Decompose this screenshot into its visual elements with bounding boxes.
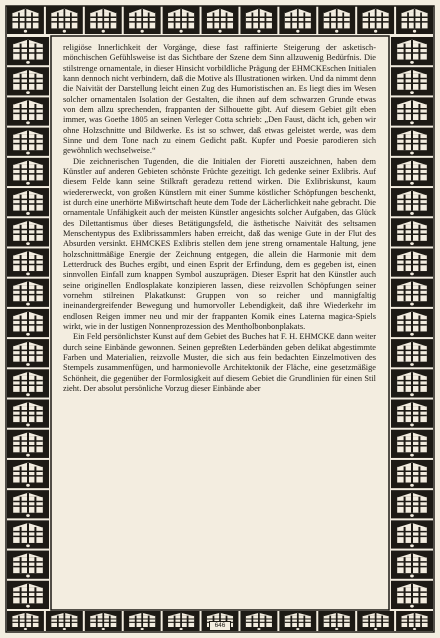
border-ornament-icon [391, 97, 433, 125]
border-ornament-icon [279, 6, 316, 34]
border-ornament-icon [391, 430, 433, 458]
border-ornament-icon [85, 611, 122, 631]
border-ornament-icon [7, 400, 49, 428]
border-ornament-icon [7, 309, 49, 337]
border-ornament-icon [163, 611, 200, 631]
border-ornament-icon [7, 581, 49, 609]
border-ornament-icon [391, 248, 433, 276]
border-ornament-icon [391, 400, 433, 428]
border-ornament-icon [391, 339, 433, 367]
border-ornament-icon [240, 611, 277, 631]
border-ornament-icon [240, 6, 277, 34]
border-ornament-icon [7, 430, 49, 458]
border-ornament-icon [46, 6, 83, 34]
border-ornament-icon [202, 6, 239, 34]
border-ornament-icon [391, 128, 433, 156]
border-ornament-icon [7, 490, 49, 518]
border-ornament-icon [7, 460, 49, 488]
paragraph: religiöse Innerlichkeit der Vorgänge, diese fast raffinierte Steigerung der asketisch-mönchischen Gefühlsweise ist das Sichtbare der Szene dem Sinn allzuwenig Bedürfnis. Die stilstrenge ornamentale, in dieser Hinsicht vorbildliche Prägung der EHMCKEschen Initialen kann dennoch nicht verbindern, daß die Motive als Illustrationen wirken. Und da nimmt denn die Naivität der Darstellung leicht einen Zug des Humoristischen an. Es liegt dies im Wesen solcher ornamentalen Isolation der Gestalten, die ihnen auf dem schwarzen Grunde etwas von dem allzu sprechenden, frappanten der Silhouette gibt. Auf diesem Gebiet gilt eben immer, was Goethe 1805 an seinen Verleger Cotta schrieb: „Den Faust, dächt ich, geben wir ohne Holzschnitte und Bildwerke. Es ist so schwer, daß etwas geleistet werde, was dem Sinne und dem Tone nach zu einem Gedicht paßt. Kupfer und Poesie parodieren sich gewöhnlich wechselweise.“ [63, 43, 376, 156]
border-ornament-icon [46, 611, 83, 631]
paragraph: Ein Feld persönlichster Kunst auf dem Gebiet des Buches hat F. H. EHMCKE dann weiter durch seine Einbände gewonnen. Seinen gepreßten Lederbänden geben delikat abgestimmte Farben und Materialien, reizvolle Muster, die sich aus fein bedachten Einzelmotiven des Stempels zusammenfügen, und harmonievolle Architektonik der Fläche, eine gesetzmäßige Schönheit, die gegenüber der Formlosigkeit auf diesem Gebiet die Grundlinien für einen Stil zieht. Der absolut persönliche Vorzug dieser Einbände aber [63, 332, 376, 393]
border-ornament-icon [318, 611, 355, 631]
page-number: 646 [209, 621, 231, 631]
border-ornament-icon [124, 611, 161, 631]
border-ornament-icon [7, 6, 44, 34]
border-ornament-icon [7, 97, 49, 125]
border-ornament-icon [124, 6, 161, 34]
paragraph: Die zeichnerischen Tugenden, die die Initialen der Fioretti auszeichnen, haben dem Künstler auf anderen Gebieten schönste Früchte gezeitigt. Ich gedenke seiner Exlibris. Auf diesem Felde kann seine Stilkraft geradezu rettend wirken. Die Exlibriskunst, kaum wiedererweckt, von großen Künstlern mit einer Summe köstlicher Schöpfungen beschenkt, ist durch eine unerhörte Mißwirtschaft heute dem Tode der Lächerlichkeit nahe gebracht. Die ornamentale Unfähigkeit auch der meisten Künstler angesichts solcher Aufgaben, das Glück des Dilettantismus über dieses Betätigungsfeld, die ästhetische Naivität des seltsamen Menschentypus des Exlibrissammlers haben erreicht, daß das wenige Gute in der Flut des Absurden versinkt. EHMCKES Exlibris stellen dem jene streng ornamentale Haltung, jene holzschnittmäßige Energie der Zeichnung entgegen, die allein die Harmonie mit dem Letterdruck des Buches ergibt, und einen Esprit der Erfindung, dem es gegeben ist, einen sinnvollen Einfall zum knappen Symbol auszuprägen. Dieser Esprit hat den Künstler auch seine originellen Endlosplakate konzipieren lassen, diese reizvollen Schöpfungen seiner vornehm stilreinen Plakatkunst: Gruppen von so reicher und mannigfaltig ineinandergreifender Bewegung und humorvoller Lebendigkeit, daß ihre Wiederkehr im endlosen Reigen immer neu und mir der frappanten Komik eines Laterna magica-Spiels wirkt, wie in der lustigen Nonnenprozession des Mentholbonbonplakats. [63, 156, 376, 331]
border-ornament-icon [391, 188, 433, 216]
border-ornament-icon [396, 611, 433, 631]
border-ornament-icon [391, 218, 433, 246]
border-ornament-icon [279, 611, 316, 631]
border-ornament-icon [7, 218, 49, 246]
border-ornament-icon [391, 581, 433, 609]
border-ornament-icon [391, 490, 433, 518]
border-ornament-icon [318, 6, 355, 34]
border-ornament-icon [391, 309, 433, 337]
border-ornament-icon [357, 6, 394, 34]
border-ornament-icon [391, 37, 433, 65]
border-ornament-icon [7, 37, 49, 65]
border-ornament-icon [7, 67, 49, 95]
border-ornament-icon [391, 369, 433, 397]
border-ornament-icon [7, 369, 49, 397]
border-ornament-icon [7, 611, 44, 631]
border-ornament-icon [391, 520, 433, 548]
border-ornament-icon [396, 6, 433, 34]
border-ornament-icon [7, 128, 49, 156]
border-ornament-icon [7, 279, 49, 307]
border-ornament-icon [163, 6, 200, 34]
border-ornament-icon [7, 158, 49, 186]
article-text [63, 43, 376, 605]
border-ornament-icon [85, 6, 122, 34]
border-ornament-icon [391, 551, 433, 579]
border-ornament-icon [391, 158, 433, 186]
border-ornament-icon [391, 279, 433, 307]
border-ornament-icon [7, 188, 49, 216]
border-ornament-icon [357, 611, 394, 631]
border-ornament-icon [7, 520, 49, 548]
border-ornament-icon [391, 460, 433, 488]
border-ornament-icon [7, 248, 49, 276]
border-ornament-icon [7, 339, 49, 367]
border-ornament-icon [391, 67, 433, 95]
border-ornament-icon [7, 551, 49, 579]
